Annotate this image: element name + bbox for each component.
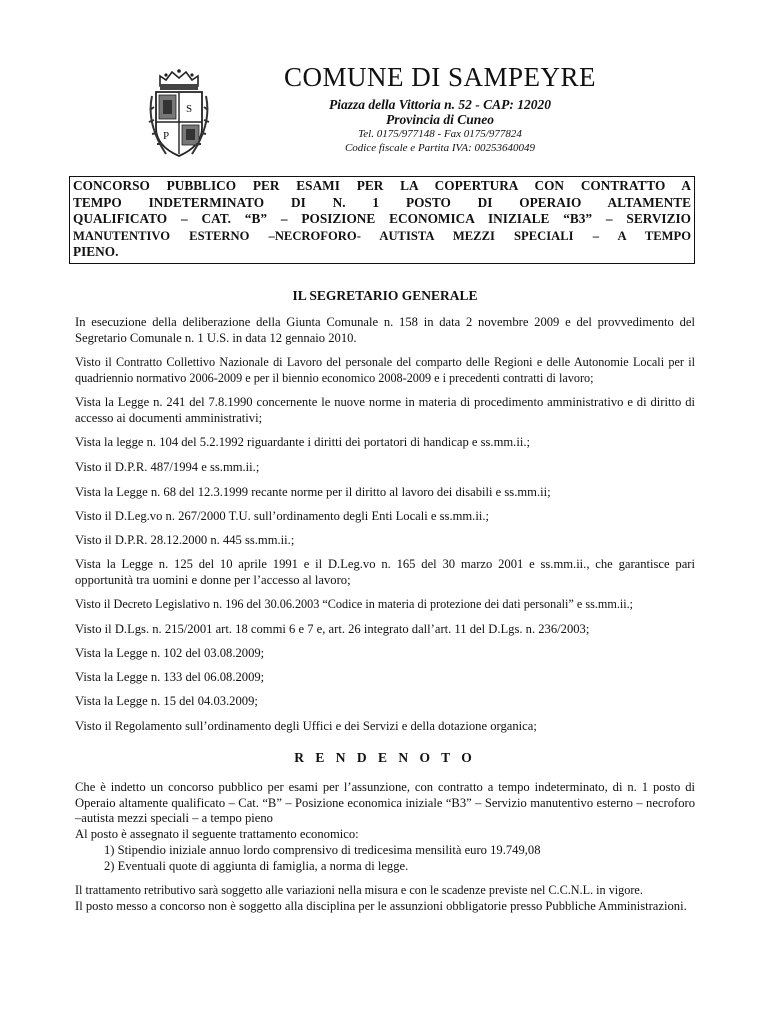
notice-title-box (69, 176, 695, 264)
premise-paragraph: Vista la Legge n. 241 del 7.8.1990 concernente le nuove norme in materia di procedimento amministrativo e di diritto di accesso ai documenti amministrativi; (75, 395, 695, 425)
treatment-heading: Al posto è assegnato il seguente trattamento economico: (75, 827, 359, 841)
premise-paragraph: Visto il Decreto Legislativo n. 196 del 30.06.2003 “Codice in materia di protezione dei dati personali” e ss.mm.ii.; (75, 597, 634, 611)
municipality-tax-code: Codice fiscale e Partita IVA: 00253640049 (344, 142, 536, 154)
crest-letter-s: S (186, 103, 193, 115)
notice-title-line: CONCORSO PUBBLICO PER ESAMI PER LA COPERTURA CON CONTRATTO A (73, 178, 691, 193)
premise-paragraph: Visto il D.Lgs. n. 215/2001 art. 18 commi 6 e 7 e, art. 26 integrato dall’art. 11 del D.Lgs. n. 236/2003; (75, 622, 590, 636)
notice-title-line: MANUTENTIVO ESTERNO –NECROFORO- AUTISTA MEZZI SPECIALI – A TEMPO (73, 228, 691, 243)
premise-paragraph: Vista la Legge n. 102 del 03.08.2009; (75, 646, 265, 660)
premise-paragraph: Visto il Regolamento sull’ordinamento degli Uffici e dei Servizi e della dotazione organica; (75, 719, 537, 733)
notice-title-line: QUALIFICATO – CAT. “B” – POSIZIONE ECONOMICA INIZIALE “B3” – SERVIZIO (73, 211, 691, 227)
municipality-province: Provincia di Cuneo (385, 112, 494, 127)
notice-title-line: PIENO. (73, 244, 119, 260)
rende-noto-heading: R E N D E N O T O (294, 750, 476, 765)
notice-title-line: TEMPO INDETERMINATO DI N. 1 POSTO DI OPERAIO ALTAMENTE (73, 194, 691, 210)
municipal-crest-icon (146, 66, 212, 162)
premise-paragraph: Vista la Legge n. 133 del 06.08.2009; (75, 670, 265, 684)
premise-paragraph: Visto il D.P.R. 487/1994 e ss.mm.ii.; (75, 460, 260, 474)
premise-paragraph: Visto il D.P.R. 28.12.2000 n. 445 ss.mm.ii.; (75, 533, 295, 547)
premise-paragraph: Visto il D.Leg.vo n. 267/2000 T.U. sull’ordinamento degli Enti Locali e ss.mm.ii.; (75, 509, 489, 523)
premise-paragraph: In esecuzione della deliberazione della Giunta Comunale n. 158 in data 2 novembre 2009 e del provvedimento del Segretario Comunale n. 1 U.S. in data 12 gennaio 2010. (75, 315, 695, 345)
announcement-paragraph: Che è indetto un concorso pubblico per esami per l’assunzione, con contratto a tempo indeterminato, di n. 1 posto di Operaio altamente qualificato – Cat. “B” – Posizione economica iniziale “B3” – Servizio manutentivo esterno – necroforo –autista mezzi speciali – a tempo pieno (75, 780, 695, 826)
treatment-item: 1) Stipendio iniziale annuo lordo comprensivo di tredicesima mensilità euro 19.749,08 (104, 843, 541, 857)
retribution-paragraph: Il trattamento retributivo sarà soggetto alle variazioni nella misura e con le scadenze previste nel C.C.N.L. in vigore. (75, 883, 643, 897)
premise-paragraph: Vista la Legge n. 68 del 12.3.1999 recante norme per il diritto al lavoro dei disabili e ss.mm.ii; (75, 485, 551, 499)
treatment-item: 2) Eventuali quote di aggiunta di famiglia, a norma di legge. (104, 859, 409, 873)
premise-paragraph: Vista la Legge n. 15 del 04.03.2009; (75, 694, 258, 708)
premise-paragraph: Vista la legge n. 104 del 5.2.1992 riguardante i diritti dei portatori di handicap e ss.mm.ii.; (75, 435, 530, 449)
segretario-heading: IL SEGRETARIO GENERALE (292, 288, 478, 303)
crest-letter-p: P (163, 130, 170, 142)
premise-paragraph: Visto il Contratto Collettivo Nazionale di Lavoro del personale del comparto delle Regioni e delle Autonomie Locali per il quadriennio normativo 2006-2009 e per il biennio economico 2008-2009 e i precedenti contratti di lavoro; (75, 355, 695, 385)
premise-paragraph: Vista la Legge n. 125 del 10 aprile 1991 e il D.Leg.vo n. 165 del 30 marzo 2001 e ss.mm.ii., che garantisce pari opportunità tra uomini e donne per l’accesso al lavoro; (75, 557, 695, 587)
municipality-title: COMUNE DI SAMPEYRE (283, 62, 597, 92)
municipality-address: Piazza della Vittoria n. 52 - CAP: 12020 (328, 97, 552, 112)
municipality-phone: Tel. 0175/977148 - Fax 0175/977824 (358, 128, 522, 140)
not-subject-paragraph: Il posto messo a concorso non è soggetto alla disciplina per le assunzioni obbligatorie presso Pubbliche Amministrazioni. (75, 899, 687, 913)
